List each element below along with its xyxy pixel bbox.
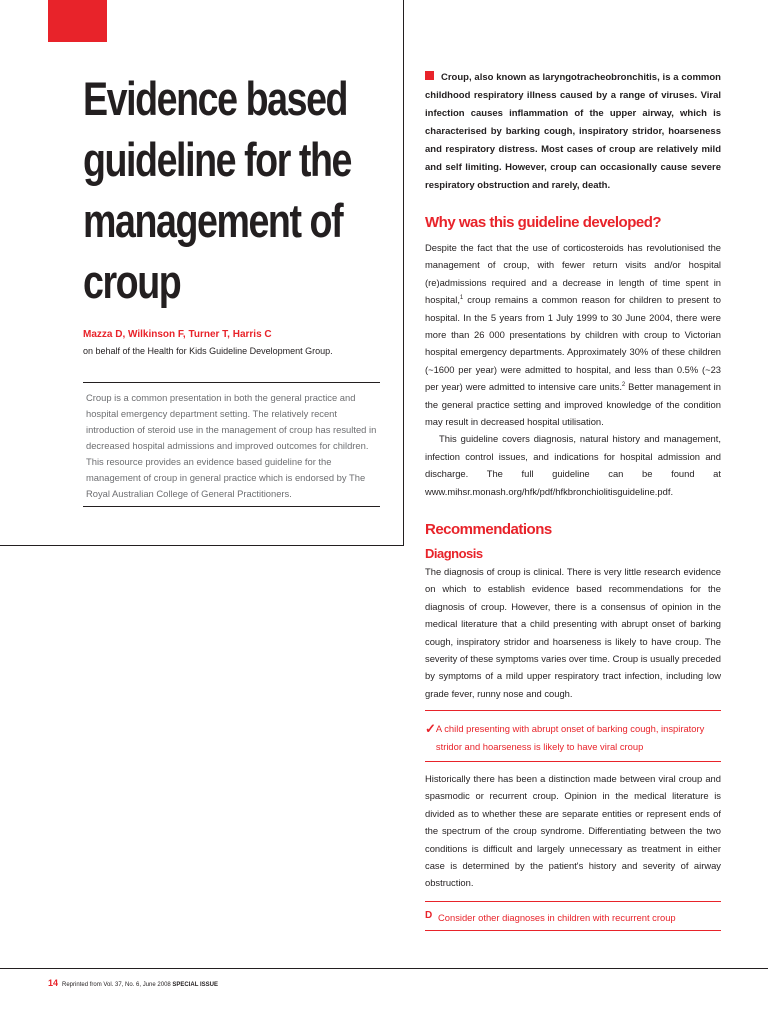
author-affiliation: on behalf of the Health for Kids Guideline Development Group. [83, 346, 333, 356]
recommendations-section [425, 521, 721, 702]
footer-rule [0, 968, 768, 969]
recommendation-1-text: A child presenting with abrupt onset of barking cough, inspiratory stridor and hoarseness is likely to have viral croup [435, 723, 705, 752]
checkmark-icon: ✓ [425, 721, 436, 736]
footer-source: Reprinted from Vol. 37, No. 6, June 2008 [62, 982, 173, 988]
diagnosis-paragraph: The diagnosis of croup is clinical. There is very little research evidence on which to establish evidence based recommendations for the diagnosis of croup. However, there is a consensus of opinion in the medical literature that a child presenting with abrupt onset of barking cough, inspiratory stridor and hoarseness is likely to have croup. The severity of these symptoms varies over time. Croup is usually preceded by symptoms of a mild upper respiratory tract infection, including low grade fever, runny nose and cough. [425, 566, 721, 699]
why-p1-part-a: Despite the fact that the use of corticosteroids has revolutionised the management of croup, with fewer return visits and/or hospital (re)admissions required and a decrease in length of time spent in hospital, [425, 242, 721, 306]
page-footer [48, 978, 218, 988]
article-title: Evidence based guideline for the management of croup [83, 72, 351, 308]
diagnosis-heading: Diagnosis [425, 546, 483, 561]
why-heading: Why was this guideline developed? [425, 214, 662, 231]
why-p1-part-c: Better management in the general practice setting and improved knowledge of the condition may result in decreased hospital utilisation. [425, 381, 721, 428]
why-paragraph-1 [425, 239, 721, 430]
why-section [425, 214, 721, 500]
historic-section [425, 770, 721, 892]
lead-text: Croup, also known as laryngotracheobronchitis, is a common childhood respiratory illness caused by a range of viruses. Viral infection causes inflammation of the upper airway, which is characterised by barking cough, inspiratory stridor, hoarseness and respiratory distress. Most cases of croup are relatively mild and self limiting. However, croup can occasionally cause severe respiratory obstruction and rarely, death. [425, 72, 721, 191]
abstract-box [83, 382, 380, 507]
recommendations-heading: Recommendations [425, 521, 552, 538]
author-list: Mazza D, Wilkinson F, Turner T, Harris C [83, 329, 272, 340]
recommendation-box-2 [425, 901, 721, 931]
reference-2: 2 [621, 382, 626, 389]
abstract-text: Croup is a common presentation in both the general practice and hospital emergency department setting. The relatively recent introduction of steroid use in the management of croup has resulted in decreased hospital admissions and improved outcomes for children. This resource provides an evidence based guideline for the management of croup in general practice which is endorsed by The Royal Australian College of General Practitioners. [86, 392, 377, 499]
reference-1: 1 [459, 295, 464, 302]
historic-paragraph: Historically there has been a distinction made between viral croup and spasmodic or recurrent croup. Opinion in the medical literature is divided as to whether these are separate entities or represent ends of the spectrum of the croup syndrome. Differentiating between the two conditions is difficult and largely unnecessary as treatment in either case is determined by the patient's history and severity of airway obstruction. [425, 773, 721, 889]
red-square-bullet [425, 71, 434, 80]
lead-paragraph [425, 69, 721, 195]
why-p1-part-b: croup remains a common reason for children to present to hospital. In the 5 years from 1 July 1999 to 30 June 2004, there were more than 26 000 presentations by children with croup to Victorian hospital emergency departments. Approximately 30% of these children (~1600 per year) were admitted to hospital, and less than 0.5% (~23 per year) were admitted to intensive care units. [425, 294, 721, 393]
recommendation-box-1 [425, 710, 721, 762]
page-number: 14 [48, 978, 59, 988]
why-paragraph-2: This guideline covers diagnosis, natural history and management, infection control issues, and indications for hospital admission and discharge. The full guideline can be found at www.mihsr.monash.org/hfk/pdf/hfkbronchiolitisguideline.pdf. [425, 433, 721, 497]
footer-issue-label: SPECIAL ISSUE [172, 982, 218, 988]
recommendation-2-text: Consider other diagnoses in children with recurrent croup [438, 912, 676, 923]
grade-letter: D [425, 910, 433, 921]
